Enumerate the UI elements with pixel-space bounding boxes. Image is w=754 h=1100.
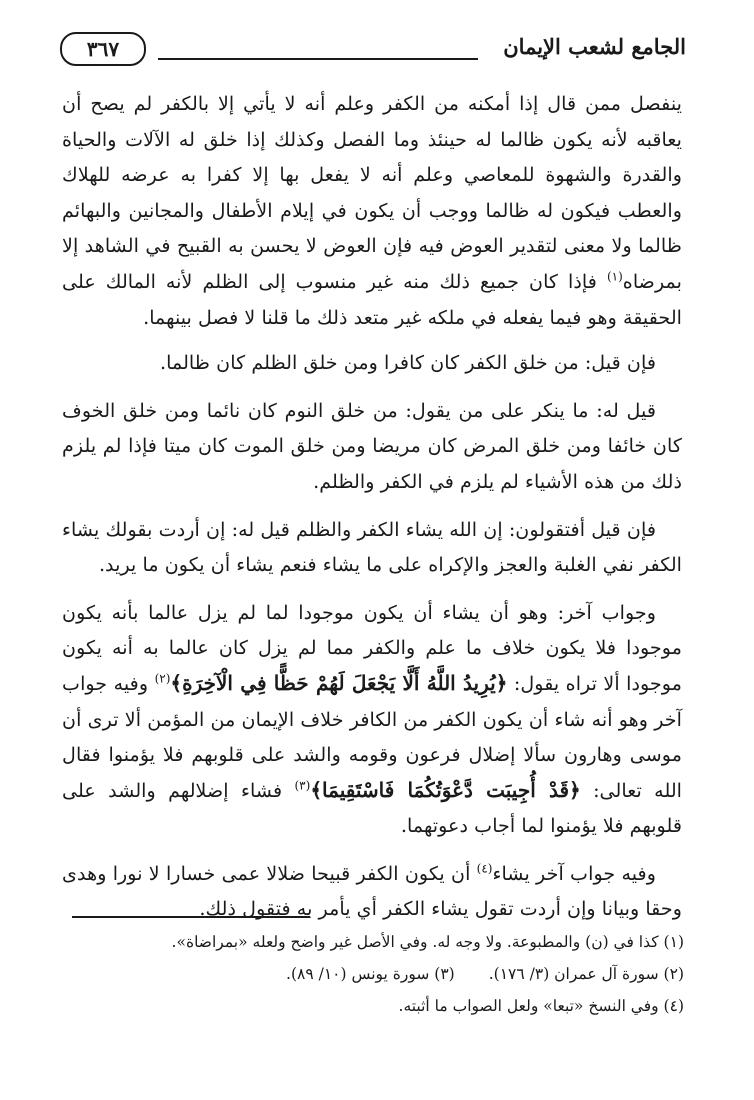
footnote-3: (٣) سورة يونس (١٠/ ٨٩). <box>286 965 455 983</box>
footnote-ref-1: (١) <box>606 269 623 284</box>
paragraph-4: فإن قيل أفتقولون: إن الله يشاء الكفر والظلم قيل له: إن أردت بقولك يشاء الكفر نفي الغلبة والعجز والإكراه على ما يشاء فنعم يشاء أن يكون ما يريد. <box>62 517 682 577</box>
footnote-ref-4: (٤) <box>476 861 493 876</box>
running-header <box>60 28 696 68</box>
footnote-ref-3: (٣) <box>294 778 311 793</box>
footnote-2: (٢) سورة آل عمران (٣/ ١٧٦). <box>488 965 684 983</box>
footnote-ref-2: (٢) <box>154 671 171 686</box>
book-title: الجامع لشعب الإيمان <box>503 34 686 59</box>
header-rule <box>158 58 478 60</box>
paragraph-3: قيل له: ما ينكر على من يقول: من خلق النوم كان نائما ومن خلق الخوف كان خائفا ومن خلق المرض كان مريضا ومن خلق الموت كان ميتا فإذا لم يلزم ذلك من هذه الأشياء لم يلزم في الكفر والظلم. <box>62 398 682 493</box>
paragraph-6-text: وفيه جواب آخر يشاء <box>492 861 656 885</box>
page-number: ٣٦٧ <box>60 32 146 66</box>
paragraph-5-mid: وفيه جواب آخر وهو أنه شاء أن يكون الكفر من الكافر خلاف الإيمان من المؤمن ألا ترى أن موسى وهارون سألا إضلال فرعون وقومه والشد على قلوبهم فلا يؤمنوا فقال الله تعالى: <box>62 671 682 802</box>
paragraph-6-tail: أن يكون الكفر قبيحا ضلالا عمى خسارا لا نورا وهدى وحقا وبيانا وإن أردت تقول يشاء الكفر أي يأمر به فتقول ذلك. <box>62 861 682 921</box>
footnote-4: (٤) وفي النسخ «تبعا» ولعل الصواب ما أثبته. <box>398 997 684 1015</box>
footnote-separator <box>72 916 310 918</box>
footnote-row <box>62 958 684 990</box>
paragraph-5-tail: فشاء إضلالهم والشد على قلوبهم فلا يؤمنوا لما أجاب دعوتهما. <box>62 778 682 838</box>
quran-verse-1: ﴿يُرِيدُ اللَّهُ أَلَّا يَجْعَلَ لَهُمْ حَظًّا فِي الْآخِرَةِ﴾ <box>170 670 508 695</box>
paragraph-1-tail: فإذا كان جميع ذلك منه غير منسوب إلى الظلم لأنه المالك على الحقيقة وهو فيما يفعله في ملكه غير متعد ذلك ما قلنا لا فصل بينهما. <box>62 269 682 329</box>
quran-verse-2: ﴿قَدْ أُجِيبَت دَّعْوَتُكُمَا فَاسْتَقِيمَا﴾ <box>310 777 581 802</box>
paragraph-2: فإن قيل: من خلق الكفر كان كافرا ومن خلق الظلم كان ظالما. <box>160 351 656 375</box>
footnotes <box>62 926 684 1022</box>
paragraph-5 <box>62 595 682 844</box>
paragraph-1-text: ينفصل ممن قال إذا أمكنه من الكفر وعلم أنه لا يأتي إلا بالكفر لم يصح أن يعاقبه لأنه يكون ظالما له حينئذ وما الفصل وكذلك إذا خلق له الآلات والحياة والقدرة والشهوة للمعاصي وعلم أنه لا يفعل بها إلا كفرا به عرضه للهلاك والعطب فيكون له ظالما ووجب أن يكون في إيلام الأطفال والمجانين والبهائم ظالما ولا معنى لتقدير العوض فيه فإن العوض لا يحسن به القبيح في الشاهد إلا بمرضاه <box>62 92 682 293</box>
paragraph-1 <box>62 86 682 335</box>
paragraph-5-text: وجواب آخر: وهو أن يشاء أن يكون موجودا لما لم يزل عالما بأنه يكون موجودا فلا يكون خلاف ما علم والكفر مما لم يزل كان عالما به أنه يكون موجودا ألا تراه يقول: <box>62 600 682 695</box>
footnote-1: (١) كذا في (ن) والمطبوعة. ولا وجه له. وفي الأصل غير واضح ولعله «بمراضاة». <box>171 933 684 951</box>
main-text <box>62 86 682 939</box>
